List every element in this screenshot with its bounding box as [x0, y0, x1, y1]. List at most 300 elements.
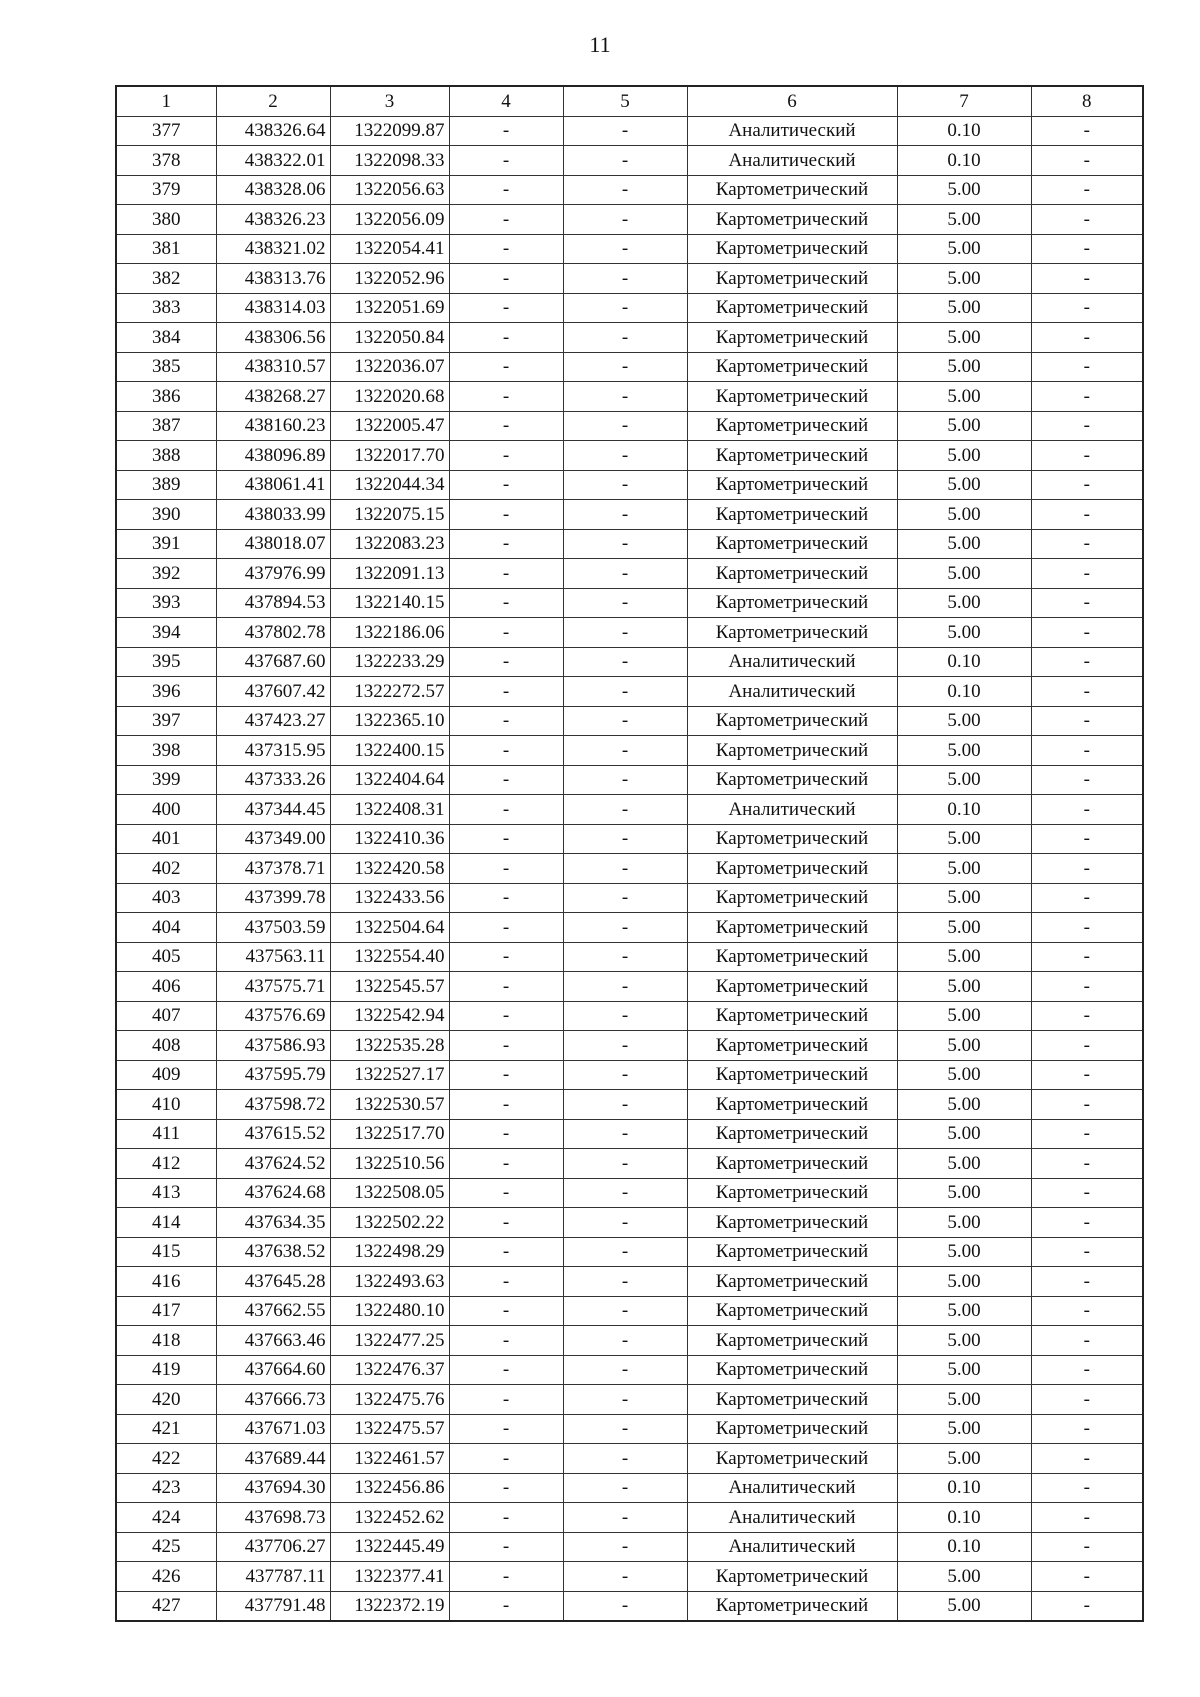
y-coordinate-cell: 1322272.57 — [330, 677, 449, 707]
column-5-cell: - — [563, 1178, 687, 1208]
point-number-cell: 408 — [116, 1031, 216, 1061]
table-row — [116, 1444, 1143, 1474]
column-8-cell: - — [1031, 1296, 1143, 1326]
method-cell: Аналитический — [687, 795, 897, 825]
point-number-cell: 419 — [116, 1355, 216, 1385]
y-coordinate-cell: 1322044.34 — [330, 470, 449, 500]
table-row — [116, 972, 1143, 1002]
method-cell: Картометрический — [687, 352, 897, 382]
column-4-cell: - — [449, 559, 563, 589]
column-header: 6 — [687, 86, 897, 116]
column-8-cell: - — [1031, 146, 1143, 176]
column-5-cell: - — [563, 1237, 687, 1267]
y-coordinate-cell: 1322504.64 — [330, 913, 449, 943]
y-coordinate-cell: 1322530.57 — [330, 1090, 449, 1120]
y-coordinate-cell: 1322410.36 — [330, 824, 449, 854]
point-number-cell: 387 — [116, 411, 216, 441]
table-row — [116, 382, 1143, 412]
method-cell: Аналитический — [687, 146, 897, 176]
accuracy-cell: 5.00 — [897, 1031, 1031, 1061]
accuracy-cell: 5.00 — [897, 913, 1031, 943]
column-5-cell: - — [563, 1090, 687, 1120]
column-4-cell: - — [449, 1267, 563, 1297]
column-5-cell: - — [563, 1385, 687, 1415]
column-4-cell: - — [449, 264, 563, 294]
column-5-cell: - — [563, 559, 687, 589]
method-cell: Картометрический — [687, 1237, 897, 1267]
method-cell: Аналитический — [687, 116, 897, 146]
column-5-cell: - — [563, 765, 687, 795]
column-5-cell: - — [563, 618, 687, 648]
column-5-cell: - — [563, 205, 687, 235]
method-cell: Картометрический — [687, 736, 897, 766]
table-row — [116, 795, 1143, 825]
point-number-cell: 392 — [116, 559, 216, 589]
point-number-cell: 421 — [116, 1414, 216, 1444]
column-4-cell: - — [449, 1237, 563, 1267]
column-4-cell: - — [449, 470, 563, 500]
y-coordinate-cell: 1322475.76 — [330, 1385, 449, 1415]
point-number-cell: 416 — [116, 1267, 216, 1297]
accuracy-cell: 5.00 — [897, 942, 1031, 972]
accuracy-cell: 5.00 — [897, 824, 1031, 854]
accuracy-cell: 5.00 — [897, 883, 1031, 913]
x-coordinate-cell: 437595.79 — [216, 1060, 330, 1090]
column-4-cell: - — [449, 529, 563, 559]
point-number-cell: 400 — [116, 795, 216, 825]
x-coordinate-cell: 437666.73 — [216, 1385, 330, 1415]
column-5-cell: - — [563, 1208, 687, 1238]
table-row — [116, 1119, 1143, 1149]
column-5-cell: - — [563, 942, 687, 972]
accuracy-cell: 5.00 — [897, 972, 1031, 1002]
column-4-cell: - — [449, 854, 563, 884]
x-coordinate-cell: 438268.27 — [216, 382, 330, 412]
x-coordinate-cell: 437423.27 — [216, 706, 330, 736]
method-cell: Картометрический — [687, 1031, 897, 1061]
point-number-cell: 422 — [116, 1444, 216, 1474]
method-cell: Аналитический — [687, 677, 897, 707]
accuracy-cell: 5.00 — [897, 559, 1031, 589]
y-coordinate-cell: 1322510.56 — [330, 1149, 449, 1179]
table-row — [116, 1090, 1143, 1120]
table-row — [116, 1591, 1143, 1621]
table-row — [116, 1149, 1143, 1179]
column-8-cell: - — [1031, 1031, 1143, 1061]
table-row — [116, 264, 1143, 294]
column-5-cell: - — [563, 1473, 687, 1503]
y-coordinate-cell: 1322052.96 — [330, 264, 449, 294]
column-4-cell: - — [449, 1326, 563, 1356]
column-8-cell: - — [1031, 647, 1143, 677]
column-5-cell: - — [563, 500, 687, 530]
accuracy-cell: 5.00 — [897, 1267, 1031, 1297]
accuracy-cell: 5.00 — [897, 1591, 1031, 1621]
x-coordinate-cell: 438096.89 — [216, 441, 330, 471]
column-8-cell: - — [1031, 352, 1143, 382]
x-coordinate-cell: 437689.44 — [216, 1444, 330, 1474]
column-4-cell: - — [449, 1591, 563, 1621]
column-5-cell: - — [563, 1444, 687, 1474]
column-5-cell: - — [563, 382, 687, 412]
accuracy-cell: 5.00 — [897, 1444, 1031, 1474]
accuracy-cell: 5.00 — [897, 1001, 1031, 1031]
accuracy-cell: 5.00 — [897, 1355, 1031, 1385]
y-coordinate-cell: 1322083.23 — [330, 529, 449, 559]
column-4-cell: - — [449, 795, 563, 825]
column-5-cell: - — [563, 1326, 687, 1356]
y-coordinate-cell: 1322493.63 — [330, 1267, 449, 1297]
method-cell: Картометрический — [687, 706, 897, 736]
table-row — [116, 588, 1143, 618]
x-coordinate-cell: 437894.53 — [216, 588, 330, 618]
table-row — [116, 205, 1143, 235]
column-4-cell: - — [449, 1208, 563, 1238]
y-coordinate-cell: 1322480.10 — [330, 1296, 449, 1326]
y-coordinate-cell: 1322054.41 — [330, 234, 449, 264]
column-5-cell: - — [563, 883, 687, 913]
page-number: 11 — [589, 32, 611, 57]
x-coordinate-cell: 437586.93 — [216, 1031, 330, 1061]
table-row — [116, 559, 1143, 589]
column-8-cell: - — [1031, 470, 1143, 500]
accuracy-cell: 0.10 — [897, 146, 1031, 176]
accuracy-cell: 5.00 — [897, 382, 1031, 412]
point-number-cell: 402 — [116, 854, 216, 884]
column-5-cell: - — [563, 352, 687, 382]
accuracy-cell: 5.00 — [897, 1090, 1031, 1120]
x-coordinate-cell: 437607.42 — [216, 677, 330, 707]
point-number-cell: 426 — [116, 1562, 216, 1592]
table-row — [116, 854, 1143, 884]
table-row — [116, 441, 1143, 471]
coordinates-table — [115, 85, 1144, 1622]
table-row — [116, 1385, 1143, 1415]
column-4-cell: - — [449, 1532, 563, 1562]
point-number-cell: 397 — [116, 706, 216, 736]
y-coordinate-cell: 1322056.63 — [330, 175, 449, 205]
table-row — [116, 883, 1143, 913]
y-coordinate-cell: 1322456.86 — [330, 1473, 449, 1503]
accuracy-cell: 5.00 — [897, 588, 1031, 618]
y-coordinate-cell: 1322050.84 — [330, 323, 449, 353]
method-cell: Картометрический — [687, 942, 897, 972]
method-cell: Картометрический — [687, 1178, 897, 1208]
column-4-cell: - — [449, 972, 563, 1002]
table-row — [116, 1414, 1143, 1444]
accuracy-cell: 5.00 — [897, 1178, 1031, 1208]
column-4-cell: - — [449, 824, 563, 854]
method-cell: Картометрический — [687, 618, 897, 648]
column-4-cell: - — [449, 736, 563, 766]
column-5-cell: - — [563, 1503, 687, 1533]
y-coordinate-cell: 1322433.56 — [330, 883, 449, 913]
x-coordinate-cell: 437638.52 — [216, 1237, 330, 1267]
column-8-cell: - — [1031, 588, 1143, 618]
column-5-cell: - — [563, 529, 687, 559]
column-4-cell: - — [449, 500, 563, 530]
y-coordinate-cell: 1322508.05 — [330, 1178, 449, 1208]
point-number-cell: 377 — [116, 116, 216, 146]
x-coordinate-cell: 437344.45 — [216, 795, 330, 825]
accuracy-cell: 5.00 — [897, 470, 1031, 500]
method-cell: Аналитический — [687, 1503, 897, 1533]
column-4-cell: - — [449, 234, 563, 264]
column-4-cell: - — [449, 1473, 563, 1503]
table-row — [116, 1267, 1143, 1297]
point-number-cell: 384 — [116, 323, 216, 353]
column-4-cell: - — [449, 1503, 563, 1533]
column-4-cell: - — [449, 1149, 563, 1179]
table-row — [116, 942, 1143, 972]
method-cell: Картометрический — [687, 913, 897, 943]
method-cell: Картометрический — [687, 1444, 897, 1474]
point-number-cell: 389 — [116, 470, 216, 500]
y-coordinate-cell: 1322005.47 — [330, 411, 449, 441]
column-8-cell: - — [1031, 441, 1143, 471]
column-4-cell: - — [449, 1060, 563, 1090]
column-8-cell: - — [1031, 1503, 1143, 1533]
column-8-cell: - — [1031, 1178, 1143, 1208]
point-number-cell: 396 — [116, 677, 216, 707]
method-cell: Картометрический — [687, 1355, 897, 1385]
column-5-cell: - — [563, 441, 687, 471]
accuracy-cell: 5.00 — [897, 1414, 1031, 1444]
column-8-cell: - — [1031, 234, 1143, 264]
point-number-cell: 409 — [116, 1060, 216, 1090]
point-number-cell: 401 — [116, 824, 216, 854]
x-coordinate-cell: 437563.11 — [216, 942, 330, 972]
point-number-cell: 395 — [116, 647, 216, 677]
x-coordinate-cell: 437575.71 — [216, 972, 330, 1002]
column-5-cell: - — [563, 234, 687, 264]
point-number-cell: 403 — [116, 883, 216, 913]
column-5-cell: - — [563, 1414, 687, 1444]
x-coordinate-cell: 437645.28 — [216, 1267, 330, 1297]
table-row — [116, 500, 1143, 530]
x-coordinate-cell: 437687.60 — [216, 647, 330, 677]
method-cell: Картометрический — [687, 1385, 897, 1415]
column-header: 8 — [1031, 86, 1143, 116]
x-coordinate-cell: 437698.73 — [216, 1503, 330, 1533]
method-cell: Картометрический — [687, 205, 897, 235]
point-number-cell: 382 — [116, 264, 216, 294]
x-coordinate-cell: 437333.26 — [216, 765, 330, 795]
accuracy-cell: 5.00 — [897, 1208, 1031, 1238]
y-coordinate-cell: 1322051.69 — [330, 293, 449, 323]
method-cell: Аналитический — [687, 1532, 897, 1562]
column-header: 1 — [116, 86, 216, 116]
table-row — [116, 1237, 1143, 1267]
point-number-cell: 385 — [116, 352, 216, 382]
accuracy-cell: 5.00 — [897, 854, 1031, 884]
x-coordinate-cell: 438314.03 — [216, 293, 330, 323]
y-coordinate-cell: 1322535.28 — [330, 1031, 449, 1061]
column-8-cell: - — [1031, 972, 1143, 1002]
column-4-cell: - — [449, 706, 563, 736]
x-coordinate-cell: 437598.72 — [216, 1090, 330, 1120]
point-number-cell: 427 — [116, 1591, 216, 1621]
column-4-cell: - — [449, 677, 563, 707]
column-5-cell: - — [563, 588, 687, 618]
y-coordinate-cell: 1322445.49 — [330, 1532, 449, 1562]
point-number-cell: 412 — [116, 1149, 216, 1179]
column-header: 3 — [330, 86, 449, 116]
table-row — [116, 1503, 1143, 1533]
column-8-cell: - — [1031, 1267, 1143, 1297]
table-row — [116, 323, 1143, 353]
accuracy-cell: 0.10 — [897, 795, 1031, 825]
accuracy-cell: 0.10 — [897, 1532, 1031, 1562]
column-5-cell: - — [563, 323, 687, 353]
x-coordinate-cell: 438321.02 — [216, 234, 330, 264]
column-8-cell: - — [1031, 1001, 1143, 1031]
column-4-cell: - — [449, 1090, 563, 1120]
accuracy-cell: 5.00 — [897, 205, 1031, 235]
column-4-cell: - — [449, 205, 563, 235]
column-8-cell: - — [1031, 559, 1143, 589]
column-8-cell: - — [1031, 913, 1143, 943]
y-coordinate-cell: 1322098.33 — [330, 146, 449, 176]
column-8-cell: - — [1031, 293, 1143, 323]
column-8-cell: - — [1031, 1532, 1143, 1562]
column-8-cell: - — [1031, 1355, 1143, 1385]
column-8-cell: - — [1031, 765, 1143, 795]
point-number-cell: 386 — [116, 382, 216, 412]
y-coordinate-cell: 1322554.40 — [330, 942, 449, 972]
column-8-cell: - — [1031, 1444, 1143, 1474]
method-cell: Картометрический — [687, 1326, 897, 1356]
column-5-cell: - — [563, 1119, 687, 1149]
table-row — [116, 647, 1143, 677]
column-4-cell: - — [449, 146, 563, 176]
point-number-cell: 390 — [116, 500, 216, 530]
y-coordinate-cell: 1322140.15 — [330, 588, 449, 618]
accuracy-cell: 5.00 — [897, 1326, 1031, 1356]
point-number-cell: 393 — [116, 588, 216, 618]
table-row — [116, 765, 1143, 795]
y-coordinate-cell: 1322036.07 — [330, 352, 449, 382]
x-coordinate-cell: 438326.64 — [216, 116, 330, 146]
table-row — [116, 1532, 1143, 1562]
accuracy-cell: 5.00 — [897, 706, 1031, 736]
column-4-cell: - — [449, 323, 563, 353]
point-number-cell: 388 — [116, 441, 216, 471]
x-coordinate-cell: 437976.99 — [216, 559, 330, 589]
table-row — [116, 293, 1143, 323]
x-coordinate-cell: 438061.41 — [216, 470, 330, 500]
method-cell: Картометрический — [687, 1296, 897, 1326]
table-row — [116, 1296, 1143, 1326]
column-8-cell: - — [1031, 677, 1143, 707]
x-coordinate-cell: 437503.59 — [216, 913, 330, 943]
method-cell: Картометрический — [687, 765, 897, 795]
column-8-cell: - — [1031, 1591, 1143, 1621]
column-5-cell: - — [563, 677, 687, 707]
x-coordinate-cell: 437399.78 — [216, 883, 330, 913]
method-cell: Картометрический — [687, 411, 897, 441]
y-coordinate-cell: 1322404.64 — [330, 765, 449, 795]
table-row — [116, 677, 1143, 707]
table-row — [116, 1208, 1143, 1238]
column-8-cell: - — [1031, 264, 1143, 294]
column-8-cell: - — [1031, 382, 1143, 412]
accuracy-cell: 5.00 — [897, 736, 1031, 766]
point-number-cell: 418 — [116, 1326, 216, 1356]
method-cell: Картометрический — [687, 1149, 897, 1179]
accuracy-cell: 5.00 — [897, 1119, 1031, 1149]
method-cell: Картометрический — [687, 293, 897, 323]
method-cell: Картометрический — [687, 854, 897, 884]
method-cell: Картометрический — [687, 175, 897, 205]
column-5-cell: - — [563, 647, 687, 677]
accuracy-cell: 5.00 — [897, 529, 1031, 559]
column-4-cell: - — [449, 411, 563, 441]
x-coordinate-cell: 437787.11 — [216, 1562, 330, 1592]
column-4-cell: - — [449, 1444, 563, 1474]
column-5-cell: - — [563, 116, 687, 146]
accuracy-cell: 0.10 — [897, 1473, 1031, 1503]
point-number-cell: 378 — [116, 146, 216, 176]
y-coordinate-cell: 1322461.57 — [330, 1444, 449, 1474]
y-coordinate-cell: 1322400.15 — [330, 736, 449, 766]
y-coordinate-cell: 1322372.19 — [330, 1591, 449, 1621]
column-4-cell: - — [449, 1296, 563, 1326]
point-number-cell: 407 — [116, 1001, 216, 1031]
point-number-cell: 404 — [116, 913, 216, 943]
table-row — [116, 411, 1143, 441]
y-coordinate-cell: 1322099.87 — [330, 116, 449, 146]
method-cell: Картометрический — [687, 234, 897, 264]
y-coordinate-cell: 1322545.57 — [330, 972, 449, 1002]
x-coordinate-cell: 438328.06 — [216, 175, 330, 205]
accuracy-cell: 5.00 — [897, 234, 1031, 264]
column-header: 7 — [897, 86, 1031, 116]
method-cell: Картометрический — [687, 972, 897, 1002]
column-8-cell: - — [1031, 1385, 1143, 1415]
x-coordinate-cell: 437615.52 — [216, 1119, 330, 1149]
method-cell: Картометрический — [687, 500, 897, 530]
point-number-cell: 423 — [116, 1473, 216, 1503]
x-coordinate-cell: 437634.35 — [216, 1208, 330, 1238]
y-coordinate-cell: 1322452.62 — [330, 1503, 449, 1533]
x-coordinate-cell: 438326.23 — [216, 205, 330, 235]
method-cell: Картометрический — [687, 529, 897, 559]
column-5-cell: - — [563, 1001, 687, 1031]
column-header: 2 — [216, 86, 330, 116]
column-8-cell: - — [1031, 1090, 1143, 1120]
method-cell: Аналитический — [687, 1473, 897, 1503]
y-coordinate-cell: 1322377.41 — [330, 1562, 449, 1592]
column-4-cell: - — [449, 1562, 563, 1592]
x-coordinate-cell: 437349.00 — [216, 824, 330, 854]
accuracy-cell: 0.10 — [897, 677, 1031, 707]
column-4-cell: - — [449, 618, 563, 648]
accuracy-cell: 5.00 — [897, 1385, 1031, 1415]
table-row — [116, 618, 1143, 648]
accuracy-cell: 5.00 — [897, 293, 1031, 323]
column-5-cell: - — [563, 146, 687, 176]
y-coordinate-cell: 1322017.70 — [330, 441, 449, 471]
column-5-cell: - — [563, 264, 687, 294]
table-row — [116, 529, 1143, 559]
column-5-cell: - — [563, 706, 687, 736]
point-number-cell: 394 — [116, 618, 216, 648]
column-header: 4 — [449, 86, 563, 116]
x-coordinate-cell: 438306.56 — [216, 323, 330, 353]
x-coordinate-cell: 437664.60 — [216, 1355, 330, 1385]
point-number-cell: 411 — [116, 1119, 216, 1149]
